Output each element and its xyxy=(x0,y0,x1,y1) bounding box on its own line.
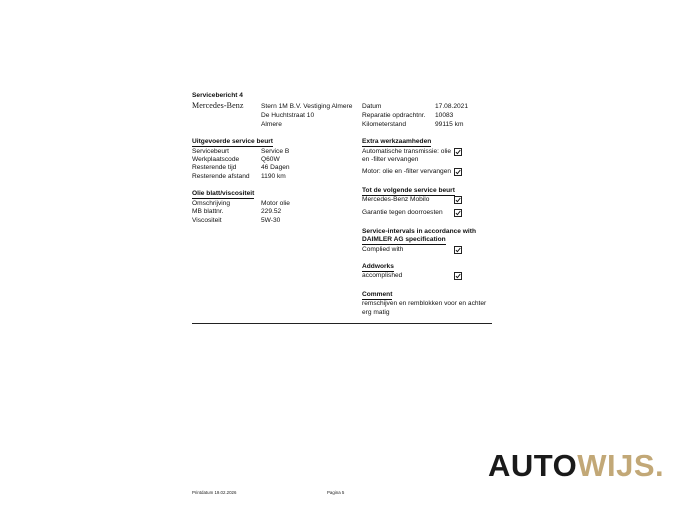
meta-value-mileage: 99115 km xyxy=(435,121,464,128)
checkbox-checked-icon xyxy=(454,246,462,254)
next-heading: Tot de volgende service beurt xyxy=(362,187,455,194)
service-label: Servicebeurt xyxy=(192,148,230,155)
checkbox-checked-icon xyxy=(454,272,462,280)
intervals-heading-line1: Service-intervals in accordance with xyxy=(362,228,476,235)
dealer-city: Almere xyxy=(261,121,282,128)
service-heading: Uitgevoerde service beurt xyxy=(192,138,273,145)
service-label: Resterende tijd xyxy=(192,164,237,171)
oil-heading: Olie blatt/viscositeit xyxy=(192,190,255,197)
comment-line: erg matig xyxy=(362,309,390,316)
next-item-label: Mercedes-Benz Mobilo xyxy=(362,196,430,203)
oil-value: 5W-30 xyxy=(261,217,281,224)
checkbox-checked-icon xyxy=(454,196,462,204)
brand-logotype: Mercedes-Benz xyxy=(192,101,244,110)
oil-label: Omschrijving xyxy=(192,200,231,207)
oil-label: MB blattnr. xyxy=(192,208,224,215)
service-label: Resterende afstand xyxy=(192,173,250,180)
addworks-item-label: accomplished xyxy=(362,272,403,279)
checkbox-checked-icon xyxy=(454,168,462,176)
extra-item-label: Motor: olie en -filter vervangen xyxy=(362,168,452,175)
autowijs-logo xyxy=(488,448,664,484)
oil-value: 229.52 xyxy=(261,208,282,215)
extra-heading: Extra werkzaamheden xyxy=(362,138,432,145)
extra-item-label: Automatische transmissie: olie xyxy=(362,148,452,155)
oil-label: Viscositeit xyxy=(192,217,222,224)
next-item-label: Garantie tegen doorroesten xyxy=(362,209,443,216)
meta-value-date: 17.08.2021 xyxy=(435,103,469,110)
extra-item-label: en -filter vervangen xyxy=(362,156,419,163)
service-label: Werkplaatscode xyxy=(192,156,240,163)
meta-label-mileage: Kilometerstand xyxy=(362,121,406,128)
print-date: Printdatum 19.02.2026 xyxy=(192,490,237,495)
service-value: 46 Dagen xyxy=(261,164,290,171)
checkbox-checked-icon xyxy=(454,209,462,217)
comment-heading: Comment xyxy=(362,291,393,298)
logo-part-wijs: WIJS. xyxy=(577,448,665,483)
logo-part-auto: AUTO xyxy=(488,448,578,483)
page-number: Pagina 5 xyxy=(327,490,345,495)
dealer-street: De Huchtstraat 10 xyxy=(261,112,315,119)
meta-value-order: 10083 xyxy=(435,112,454,119)
meta-label-date: Datum xyxy=(362,103,382,110)
comment-line: remschijven en remblokken voor en achter xyxy=(362,300,487,307)
meta-label-order: Reparatie opdrachtnr. xyxy=(362,112,426,119)
report-title: Servicebericht 4 xyxy=(192,92,243,99)
checkbox-checked-icon xyxy=(454,148,462,156)
dealer-name: Stern 1M B.V. Vestiging Almere xyxy=(261,103,353,110)
oil-value: Motor olie xyxy=(261,200,290,207)
intervals-heading-line2: DAIMLER AG specification xyxy=(362,236,446,243)
addworks-heading: Addworks xyxy=(362,263,394,270)
service-value: 1190 km xyxy=(261,173,286,180)
service-value: Service B xyxy=(261,148,290,155)
section-divider xyxy=(192,323,492,324)
service-value: Q60W xyxy=(261,156,280,163)
intervals-item-label: Complied with xyxy=(362,246,404,253)
